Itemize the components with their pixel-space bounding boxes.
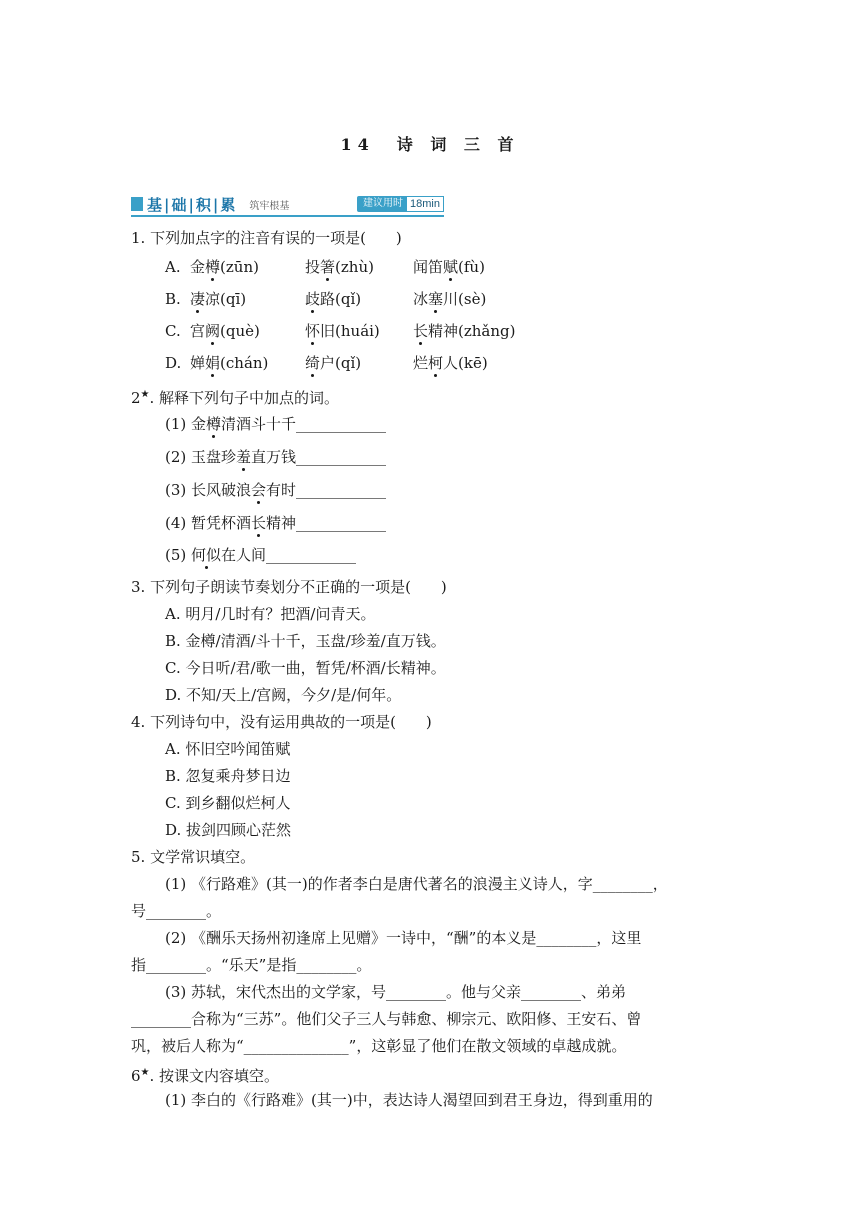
q2-item xyxy=(165,545,356,565)
dotted-word: 会 xyxy=(251,481,267,499)
item-text: 清酒斗十千____________ xyxy=(221,415,387,433)
q4-option-d: D. 拔剑四顾心茫然 xyxy=(165,821,292,839)
q1-option-item xyxy=(305,321,380,341)
q2-num: 2 xyxy=(131,389,141,407)
pinyin-text: 精神(zhǎng) xyxy=(428,322,516,340)
q5-line: (1) 《行路难》(其一)的作者李白是唐代著名的浪漫主义诗人，字________， xyxy=(165,875,668,893)
dotted-character: 阙 xyxy=(205,322,221,340)
q1-option-item xyxy=(305,353,361,373)
item-text: 在人间____________ xyxy=(221,546,357,564)
time-label: 建议用时 xyxy=(357,196,407,212)
item-text: 精神____________ xyxy=(266,514,387,532)
dotted-character: 歧 xyxy=(305,290,321,308)
q4-option-c: C. 到乡翻似烂柯人 xyxy=(165,794,291,812)
item-text: 投 xyxy=(305,258,321,276)
item-text: (5) xyxy=(165,546,192,564)
q3-option-c: C. 今日听/君/歌一曲，暂凭/杯酒/长精神。 xyxy=(165,659,446,677)
time-value: 18min xyxy=(407,196,444,212)
dotted-character: 长 xyxy=(413,322,429,340)
item-text: 金 xyxy=(190,258,206,276)
q2-item xyxy=(165,414,386,434)
dotted-character: 樽 xyxy=(205,258,221,276)
q2-item xyxy=(165,480,386,500)
q5-line: ________合称为“三苏”。他们父子三人与韩愈、柳宗元、欧阳修、王安石、曾 xyxy=(131,1010,642,1028)
dotted-character: 柯 xyxy=(428,354,444,372)
q1-option-item xyxy=(413,353,488,373)
item-text: (3) 长风破浪 xyxy=(165,481,252,499)
item-text: 宫 xyxy=(190,322,206,340)
section-banner xyxy=(131,193,444,217)
q3-option-a: A. 明月/几时有？把酒/问青天。 xyxy=(165,605,376,623)
q2-item xyxy=(165,447,386,467)
dotted-character: 箸 xyxy=(320,258,336,276)
section-label: 基|础|积|累 xyxy=(147,195,238,214)
dotted-character: 赋 xyxy=(443,258,459,276)
q4-stem: 4. 下列诗句中，没有运用典故的一项是( ) xyxy=(131,713,432,731)
q1-option-letter: C. xyxy=(165,322,181,340)
item-text: (1) 金 xyxy=(165,415,207,433)
dotted-word: 樽 xyxy=(206,415,222,433)
q1-option-item xyxy=(190,257,259,277)
q6-num: 6 xyxy=(131,1067,141,1085)
pinyin-text: (fù) xyxy=(458,258,485,276)
q1-option-item xyxy=(190,321,260,341)
q5-line: 号________。 xyxy=(131,902,222,920)
q1-option-item xyxy=(413,289,486,309)
pinyin-text: 人(kē) xyxy=(443,354,488,372)
item-text: (4) 暂凭杯酒 xyxy=(165,514,252,532)
pinyin-text: 旧(huái) xyxy=(320,322,380,340)
q1-option-letter: A. xyxy=(165,258,181,276)
dotted-word: 羞 xyxy=(236,448,252,466)
item-text: 烂 xyxy=(413,354,429,372)
dotted-character: 塞 xyxy=(428,290,444,308)
q2-stem xyxy=(131,385,339,408)
pinyin-text: 川(sè) xyxy=(443,290,487,308)
q1-stem: 1. 下列加点字的注音有误的一项是( ) xyxy=(131,229,402,247)
q3-option-b: B. 金樽/清酒/斗十千，玉盘/珍羞/直万钱。 xyxy=(165,632,446,650)
q1-option-item xyxy=(305,257,374,277)
pinyin-text: (què) xyxy=(220,322,260,340)
pinyin-text: (chán) xyxy=(220,354,269,372)
q3-option-d: D. 不知/天上/宫阙，今夕/是/何年。 xyxy=(165,686,402,704)
q5-line: 巩，被后人称为“______________”，这彰显了他们在散文领域的卓越成就。 xyxy=(131,1037,627,1055)
pinyin-text: 路(qǐ) xyxy=(320,290,362,308)
q1-option-item xyxy=(190,353,268,373)
pinyin-text: 户(qǐ) xyxy=(320,354,362,372)
dotted-character: 绮 xyxy=(305,354,321,372)
q4-option-a: A. 怀旧空吟闻笛赋 xyxy=(165,740,291,758)
item-text: 闻笛 xyxy=(413,258,444,276)
pinyin-text: (zūn) xyxy=(220,258,259,276)
dotted-character: 凄 xyxy=(190,290,206,308)
q2-stem-text: . 解释下列句子中加点的词。 xyxy=(149,389,340,407)
pinyin-text: 凉(qī) xyxy=(205,290,247,308)
dotted-character: 娟 xyxy=(205,354,221,372)
page-title: 14 诗 词 三 首 xyxy=(340,135,520,154)
dotted-character: 怀 xyxy=(305,322,321,340)
q1-option-item xyxy=(413,257,485,277)
q2-item xyxy=(165,513,386,533)
dotted-word: 何似 xyxy=(191,546,222,564)
q5-stem: 5. 文学常识填空。 xyxy=(131,848,256,866)
q1-option-letter: D. xyxy=(165,354,182,372)
q5-line: 指________。“乐天”是指________。 xyxy=(131,956,372,974)
item-text: 直万钱____________ xyxy=(251,448,387,466)
star-icon: ★ xyxy=(140,1067,150,1078)
book-icon xyxy=(131,197,143,211)
q1-option-item xyxy=(190,289,246,309)
dotted-word: 长 xyxy=(251,514,267,532)
q1-option-item xyxy=(305,289,361,309)
item-text: 冰 xyxy=(413,290,429,308)
item-text: 婵 xyxy=(190,354,206,372)
q1-option-letter: B. xyxy=(165,290,181,308)
q6-stem xyxy=(131,1063,279,1086)
q3-stem: 3. 下列句子朗读节奏划分不正确的一项是( ) xyxy=(131,578,447,596)
item-text: (2) 玉盘珍 xyxy=(165,448,237,466)
pinyin-text: (zhù) xyxy=(335,258,374,276)
q4-option-b: B. 忽复乘舟梦日边 xyxy=(165,767,291,785)
q6-stem-text: . 按课文内容填空。 xyxy=(149,1067,280,1085)
star-icon: ★ xyxy=(140,389,150,400)
q1-option-item xyxy=(413,321,516,341)
q5-line: (3) 苏轼，宋代杰出的文学家，号________。他与父亲________、弟弟 xyxy=(165,983,627,1001)
section-subtitle: 筑牢根基 xyxy=(249,200,290,212)
q5-line: (2) 《酬乐天扬州初逢席上见赠》一诗中，“酬”的本义是________，这里 xyxy=(165,929,642,947)
q6-line: (1) 李白的《行路难》(其一)中，表达诗人渴望回到君王身边，得到重用的 xyxy=(165,1091,653,1109)
item-text: 有时____________ xyxy=(266,481,387,499)
